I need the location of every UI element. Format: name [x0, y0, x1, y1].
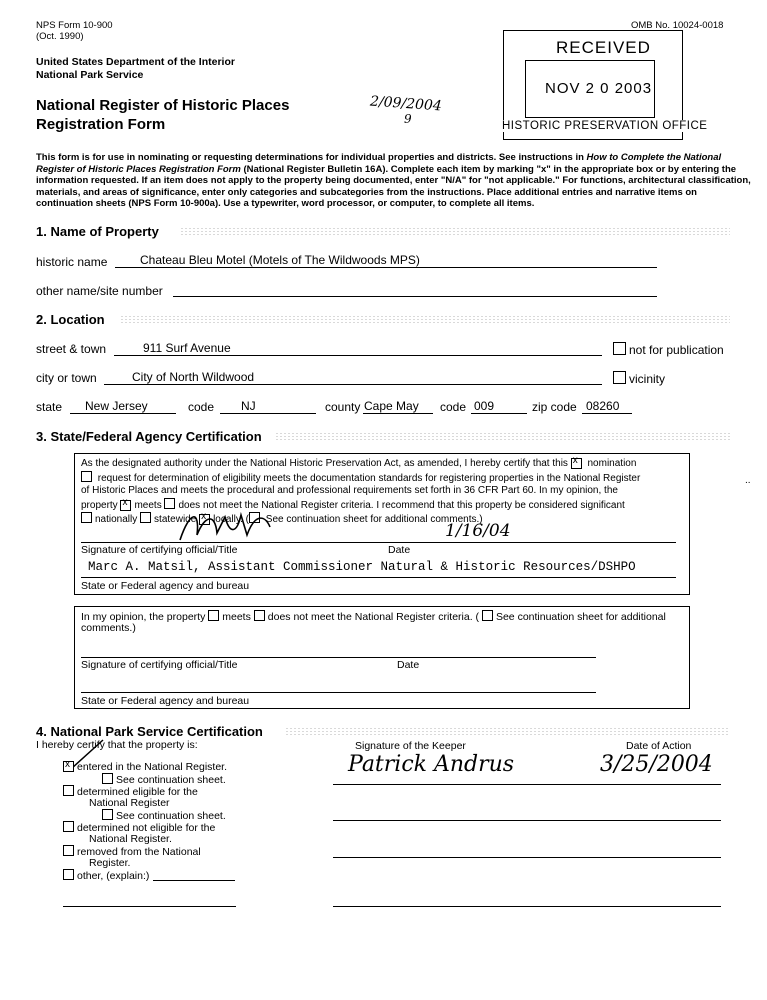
- keeper-line-2: [333, 820, 721, 821]
- agency-label-2: State or Federal agency and bureau: [81, 695, 250, 707]
- stamp-office: HISTORIC PRESERVATION OFFICE: [502, 120, 708, 132]
- other-explain-line-2[interactable]: [63, 906, 236, 907]
- state-code-value[interactable]: NJ: [241, 399, 256, 413]
- statewide-checkbox[interactable]: [140, 512, 151, 523]
- county-value[interactable]: Cape May: [364, 399, 419, 413]
- state-code-line: [220, 413, 316, 414]
- signature-label: Signature of certifying official/Title: [81, 544, 238, 556]
- other-name-line: [173, 296, 657, 297]
- signature-line-2: [81, 657, 596, 658]
- form-title-line1: National Register of Historic Places: [36, 97, 290, 114]
- opt-not-eligible[interactable]: determined not eligible for the: [63, 821, 215, 834]
- stamp-date: NOV 2 0 2003: [545, 80, 653, 97]
- scan-speckle: [120, 315, 730, 325]
- action-date-value: 3/25/2004: [600, 752, 713, 777]
- date-label: Date: [388, 544, 411, 556]
- form-date: (Oct. 1990): [36, 31, 84, 42]
- certification-date: 1/16/04: [445, 521, 511, 541]
- does-not-meet-checkbox[interactable]: [164, 498, 175, 509]
- street-value[interactable]: 911 Surf Avenue: [143, 341, 231, 355]
- vicinity[interactable]: vicinity: [613, 371, 665, 386]
- opinion-meets-checkbox[interactable]: [208, 610, 219, 621]
- agency-line-2: [81, 692, 596, 693]
- zip-line: [582, 413, 632, 414]
- section4-intro: I hereby certify that the property is:: [36, 739, 198, 751]
- historic-name-line: [115, 267, 657, 268]
- other-explain-line[interactable]: [153, 880, 235, 881]
- omb-number: OMB No. 10024-0018: [631, 20, 724, 31]
- city-value[interactable]: City of North Wildwood: [132, 370, 255, 384]
- historic-name-label: historic name: [36, 255, 108, 269]
- opt-entered-cont[interactable]: See continuation sheet.: [102, 773, 226, 786]
- scan-mark: ..: [745, 475, 751, 486]
- signature-line: [81, 542, 676, 543]
- city-line: [104, 384, 602, 385]
- county-code-value[interactable]: 009: [474, 399, 495, 413]
- date-label-2: Date: [397, 659, 420, 671]
- not-for-publication-checkbox[interactable]: [613, 342, 626, 355]
- scan-speckle: [180, 227, 730, 237]
- handwritten-date: 2/09/2004: [369, 93, 443, 115]
- section1-heading: 1. Name of Property: [36, 224, 159, 239]
- eligible-checkbox[interactable]: [63, 785, 74, 796]
- handwritten-mark: 9: [404, 112, 412, 126]
- state-line: [70, 413, 176, 414]
- state-code-label: code: [188, 400, 215, 414]
- action-date-label: Date of Action: [626, 740, 692, 752]
- county-line: [363, 413, 433, 414]
- opt-not-eligible-b: National Register.: [89, 833, 172, 845]
- vicinity-checkbox[interactable]: [613, 371, 626, 384]
- opt-eligible-cont[interactable]: See continuation sheet.: [102, 809, 226, 822]
- nationally-checkbox[interactable]: [81, 512, 92, 523]
- form-number: NPS Form 10-900: [36, 20, 113, 31]
- zip-value[interactable]: 08260: [586, 399, 620, 413]
- city-label: city or town: [36, 371, 97, 385]
- opt-removed-b: Register.: [89, 857, 131, 869]
- keeper-line-1: [333, 784, 721, 785]
- section4-heading: 4. National Park Service Certification: [36, 724, 263, 739]
- scan-speckle: [275, 432, 730, 442]
- official-name-title: Marc A. Matsil, Assistant Commissioner Natural & Historic Resources/DSHPO: [88, 560, 636, 574]
- department-name: United States Department of the Interior: [36, 56, 235, 68]
- scan-speckle: [285, 727, 730, 737]
- nomination-checkbox[interactable]: [571, 458, 582, 469]
- keeper-line-4: [333, 906, 721, 907]
- opt-eligible[interactable]: determined eligible for the: [63, 785, 198, 798]
- section3-heading: 3. State/Federal Agency Certification: [36, 429, 262, 444]
- opt-removed[interactable]: removed from the National: [63, 845, 201, 858]
- agency-label: State or Federal agency and bureau: [81, 580, 250, 592]
- opt-other[interactable]: other, (explain:): [63, 869, 149, 882]
- state-label: state: [36, 400, 63, 414]
- service-name: National Park Service: [36, 69, 144, 81]
- other-checkbox[interactable]: [63, 869, 74, 880]
- determination-checkbox[interactable]: [81, 471, 92, 482]
- form-title-line2: Registration Form: [36, 116, 166, 133]
- county-code-line: [471, 413, 527, 414]
- opinion-line1: In my opinion, the property meets does not meet the National Register criteria. ( See continuation sheet for additional: [81, 611, 666, 623]
- street-line: [114, 355, 602, 356]
- entered-continuation-checkbox[interactable]: [102, 773, 113, 784]
- other-name-label: other name/site number: [36, 284, 163, 298]
- official-signature: [175, 505, 275, 547]
- instructions-text: This form is for use in nominating or requesting determinations for individual properties and districts. See instructions in How to Complete the National Register of Historic Places Registration Form (National Register Bulletin 16A). Complete each item by marking "x" in the appropriate box or by entering the information requested. If an item does not apply to the property being documented, enter "N/A" for "not applicable." For functions, architectural classification, materials, and areas of significance, enter only categories and subcategories from the instructions. Place additional entries and narrative items on continuation sheets (NPS Form 10-900a). Use a typewriter, word processor, or computer, to complete all items.: [36, 152, 751, 209]
- historic-name-value[interactable]: Chateau Bleu Motel (Motels of The Wildwoods MPS): [140, 253, 420, 267]
- opinion-continuation-checkbox[interactable]: [482, 610, 493, 621]
- opinion-line2: comments.): [81, 622, 136, 634]
- entered-checkbox[interactable]: [63, 761, 74, 772]
- opinion-does-not-meet-checkbox[interactable]: [254, 610, 265, 621]
- state-value[interactable]: New Jersey: [85, 399, 148, 413]
- stamp-received-text: RECEIVED: [556, 38, 651, 57]
- opt-eligible-b: National Register: [89, 797, 170, 809]
- signature-label-2: Signature of certifying official/Title: [81, 659, 238, 671]
- meets-checkbox[interactable]: [120, 500, 131, 511]
- removed-checkbox[interactable]: [63, 845, 74, 856]
- keeper-line-3: [333, 857, 721, 858]
- section2-heading: 2. Location: [36, 312, 105, 327]
- zip-label: zip code: [532, 400, 577, 414]
- eligible-continuation-checkbox[interactable]: [102, 809, 113, 820]
- street-label: street & town: [36, 342, 107, 356]
- county-code-label: code: [440, 400, 467, 414]
- certification-text: As the designated authority under the National Historic Preservation Act, as amended, I hereby certify that this x nomination request for determination of eligibility meets the documentation standards for registering properties in the National Register of Historic Places and meets the procedural and professional requirements set forth in 36 CFR Part 60. In my opinion, the property x meets does not meet the National Register criteria. I recommend that this property be considered significant nationally statewide x locally. ( See continuation sheet for additional comments.): [81, 458, 640, 527]
- opt-entered[interactable]: xentered in the National Register.: [63, 761, 227, 773]
- keeper-signature: Patrick Andrus: [348, 752, 515, 777]
- agency-line: [81, 577, 676, 578]
- county-label: county: [325, 400, 361, 414]
- not-for-publication[interactable]: not for publication: [613, 342, 724, 357]
- not-eligible-checkbox[interactable]: [63, 821, 74, 832]
- keeper-label: Signature of the Keeper: [355, 740, 466, 752]
